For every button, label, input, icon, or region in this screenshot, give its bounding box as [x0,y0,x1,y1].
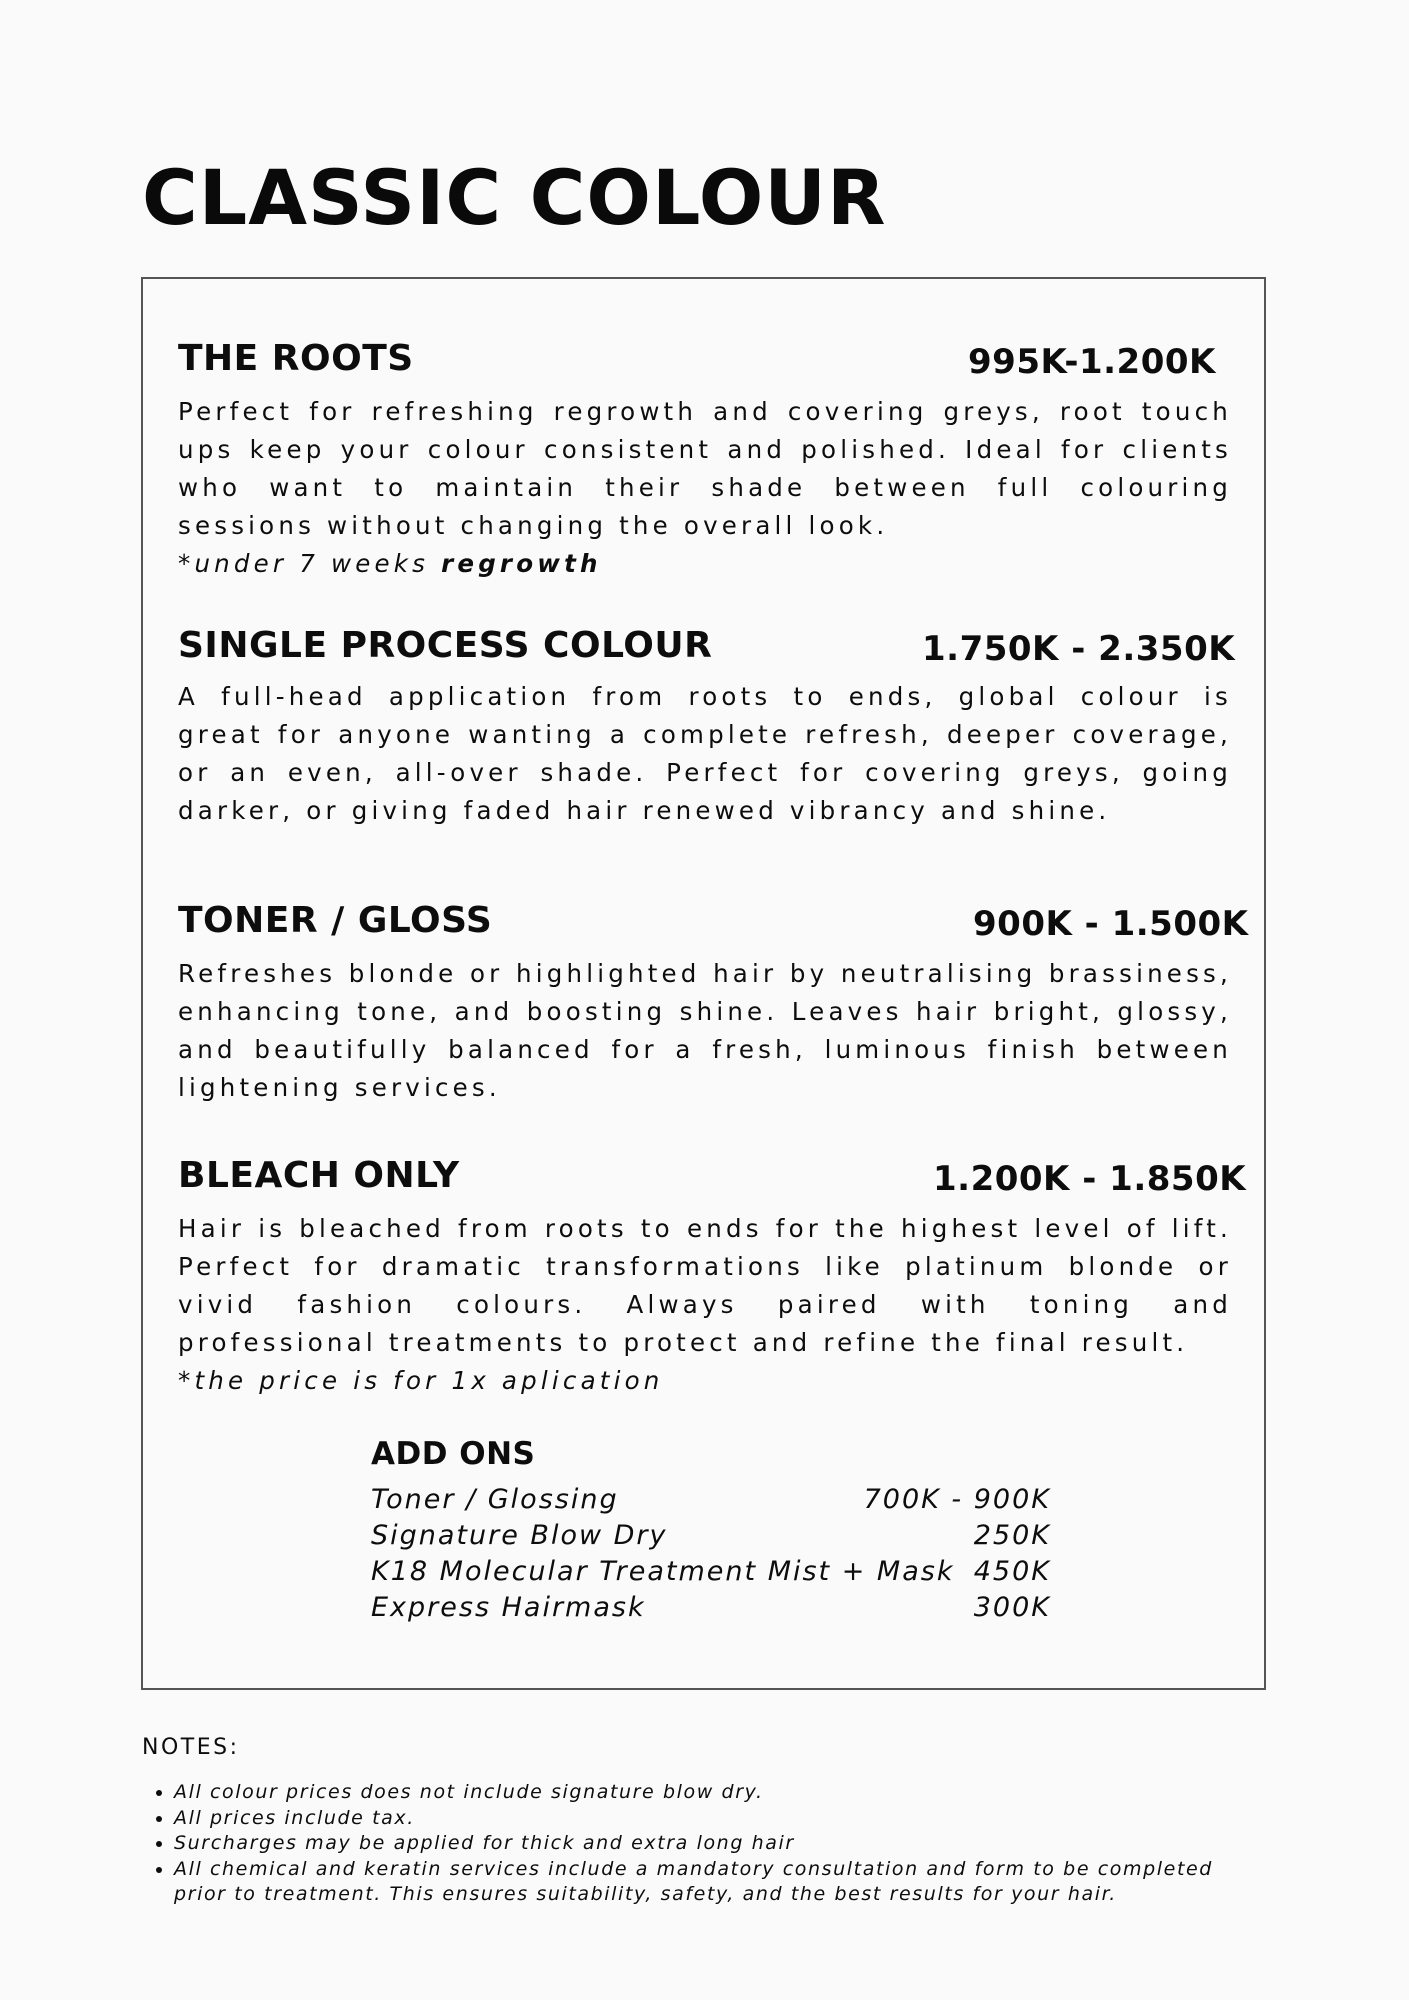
add-ons-title: ADD ONS [371,1436,536,1472]
add-on-price: 250K [973,1520,1051,1551]
add-on-name: Express Hairmask [371,1592,646,1623]
add-on-price: 450K [973,1556,1051,1587]
notes-title: NOTES: [142,1735,240,1760]
service-description: Hair is bleached from roots to ends for the highest level of lift. Perfect for dramatic transformations like platinum blonde or vivid fashion colours. Always paired with toning and professional treatments to protect and refine the final result. [178,1214,1232,1357]
add-on-row [371,1554,1051,1590]
add-ons-section [371,1434,1051,1626]
service-title: TONER / GLOSS [178,900,493,941]
service-description: A full-head application from roots to ends, global colour is great for anyone wanting a complete refresh, deeper coverage, or an even, all-over shade. Perfect for covering greys, going darker, or giving faded hair renewed vibrancy and shine. [178,682,1232,825]
service-title: BLEACH ONLY [178,1155,460,1196]
note-item: • All chemical and keratin services include a mandatory consultation and form to be completed prior to treatment. This ensures suitability, safety, and the best results for your hair. [174,1857,1262,1908]
add-on-price: 700K - 900K [863,1484,1051,1515]
add-on-row [371,1590,1051,1626]
service-price: 1.750K - 2.350K [922,629,1236,669]
add-on-row [371,1482,1051,1518]
add-on-name: K18 Molecular Treatment Mist + Mask [371,1556,955,1587]
service-description: Refreshes blonde or highlighted hair by neutralising brassiness, enhancing tone, and boosting shine. Leaves hair bright, glossy, and beautifully balanced for a fresh, luminous finish between lightening services. [178,959,1232,1102]
service-price: 995K-1.200K [968,342,1216,382]
service-note [178,545,602,583]
service-note-text: *under 7 weeks [178,549,442,578]
service-note: *the price is for 1x aplication [178,1366,664,1395]
service-price: 900K - 1.500K [973,904,1249,944]
service-price: 1.200K - 1.850K [933,1159,1247,1199]
service-menu-box [141,277,1266,1690]
add-on-row [371,1518,1051,1554]
page-title: CLASSIC COLOUR [142,153,887,242]
add-on-name: Toner / Glossing [371,1484,619,1515]
service-title: SINGLE PROCESS COLOUR [178,625,713,666]
service-note-emphasis: regrowth [441,549,602,578]
service-title: THE ROOTS [178,338,414,379]
add-on-price: 300K [973,1592,1051,1623]
note-item: • All prices include tax. [174,1806,1262,1832]
note-item: • All colour prices does not include signature blow dry. [174,1780,1262,1806]
note-item: • Surcharges may be applied for thick and extra long hair [174,1831,1262,1857]
service-description: Perfect for refreshing regrowth and covering greys, root touch ups keep your colour consistent and polished. Ideal for clients who want to maintain their shade between full colouring sessions without changing the overall look. [178,397,1232,540]
notes-list [142,1780,1262,1908]
add-on-name: Signature Blow Dry [371,1520,668,1551]
